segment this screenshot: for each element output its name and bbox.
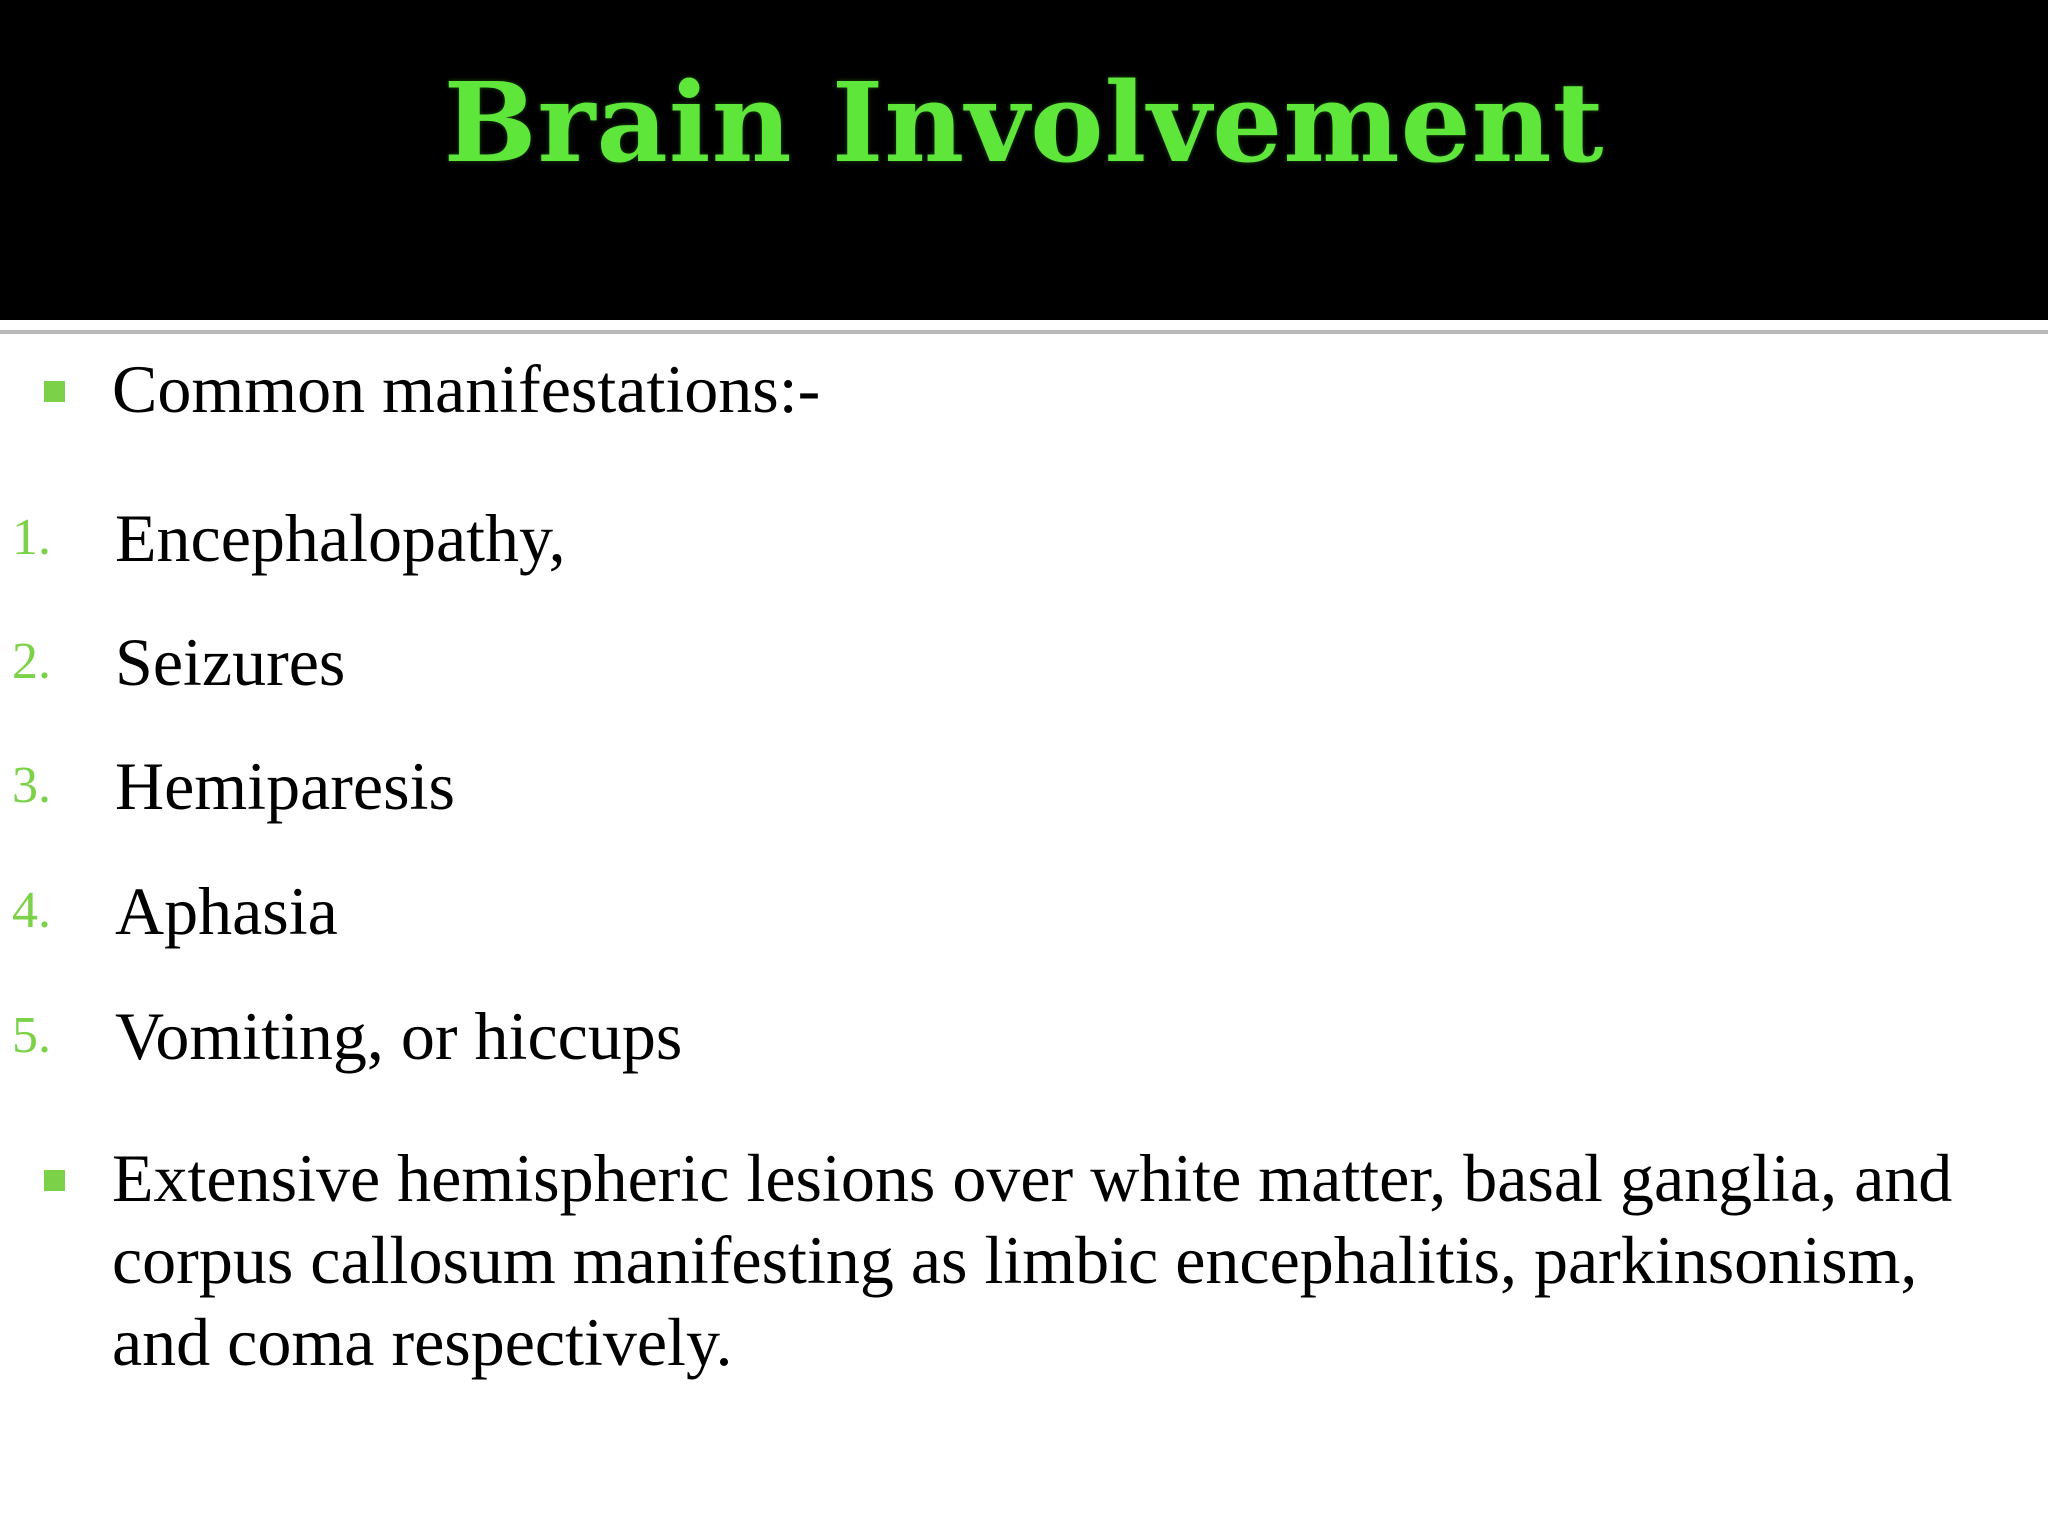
item-text: Encephalopathy, [115, 500, 566, 576]
numbered-item-3 [0, 741, 2048, 831]
slide-title: Brain Involvement [443, 58, 1605, 187]
numbered-item-5 [0, 991, 2048, 1081]
bullet-text: Extensive hemispheric lesions over white matter, basal ganglia, and corpus callosum manifesting as limbic encephalitis, parkinsonism, and coma respectively. [112, 1140, 1953, 1380]
item-number: 2. [12, 633, 51, 690]
numbered-item-1 [0, 493, 2048, 583]
header-divider-line [0, 330, 2048, 334]
item-text: Vomiting, or hiccups [115, 998, 683, 1074]
numbered-item-4 [0, 866, 2048, 956]
item-text: Aphasia [115, 873, 338, 949]
title-bar [0, 0, 2048, 320]
square-bullet-icon [44, 1170, 65, 1191]
numbered-item-2 [0, 617, 2048, 707]
item-text: Hemiparesis [115, 748, 455, 824]
item-number: 3. [12, 757, 51, 814]
item-text: Seizures [115, 624, 346, 700]
item-number: 5. [12, 1007, 51, 1064]
item-number: 1. [12, 509, 51, 566]
bullet-text: Common manifestations:- [112, 351, 821, 427]
square-bullet-icon [44, 381, 65, 402]
item-number: 4. [12, 882, 51, 939]
